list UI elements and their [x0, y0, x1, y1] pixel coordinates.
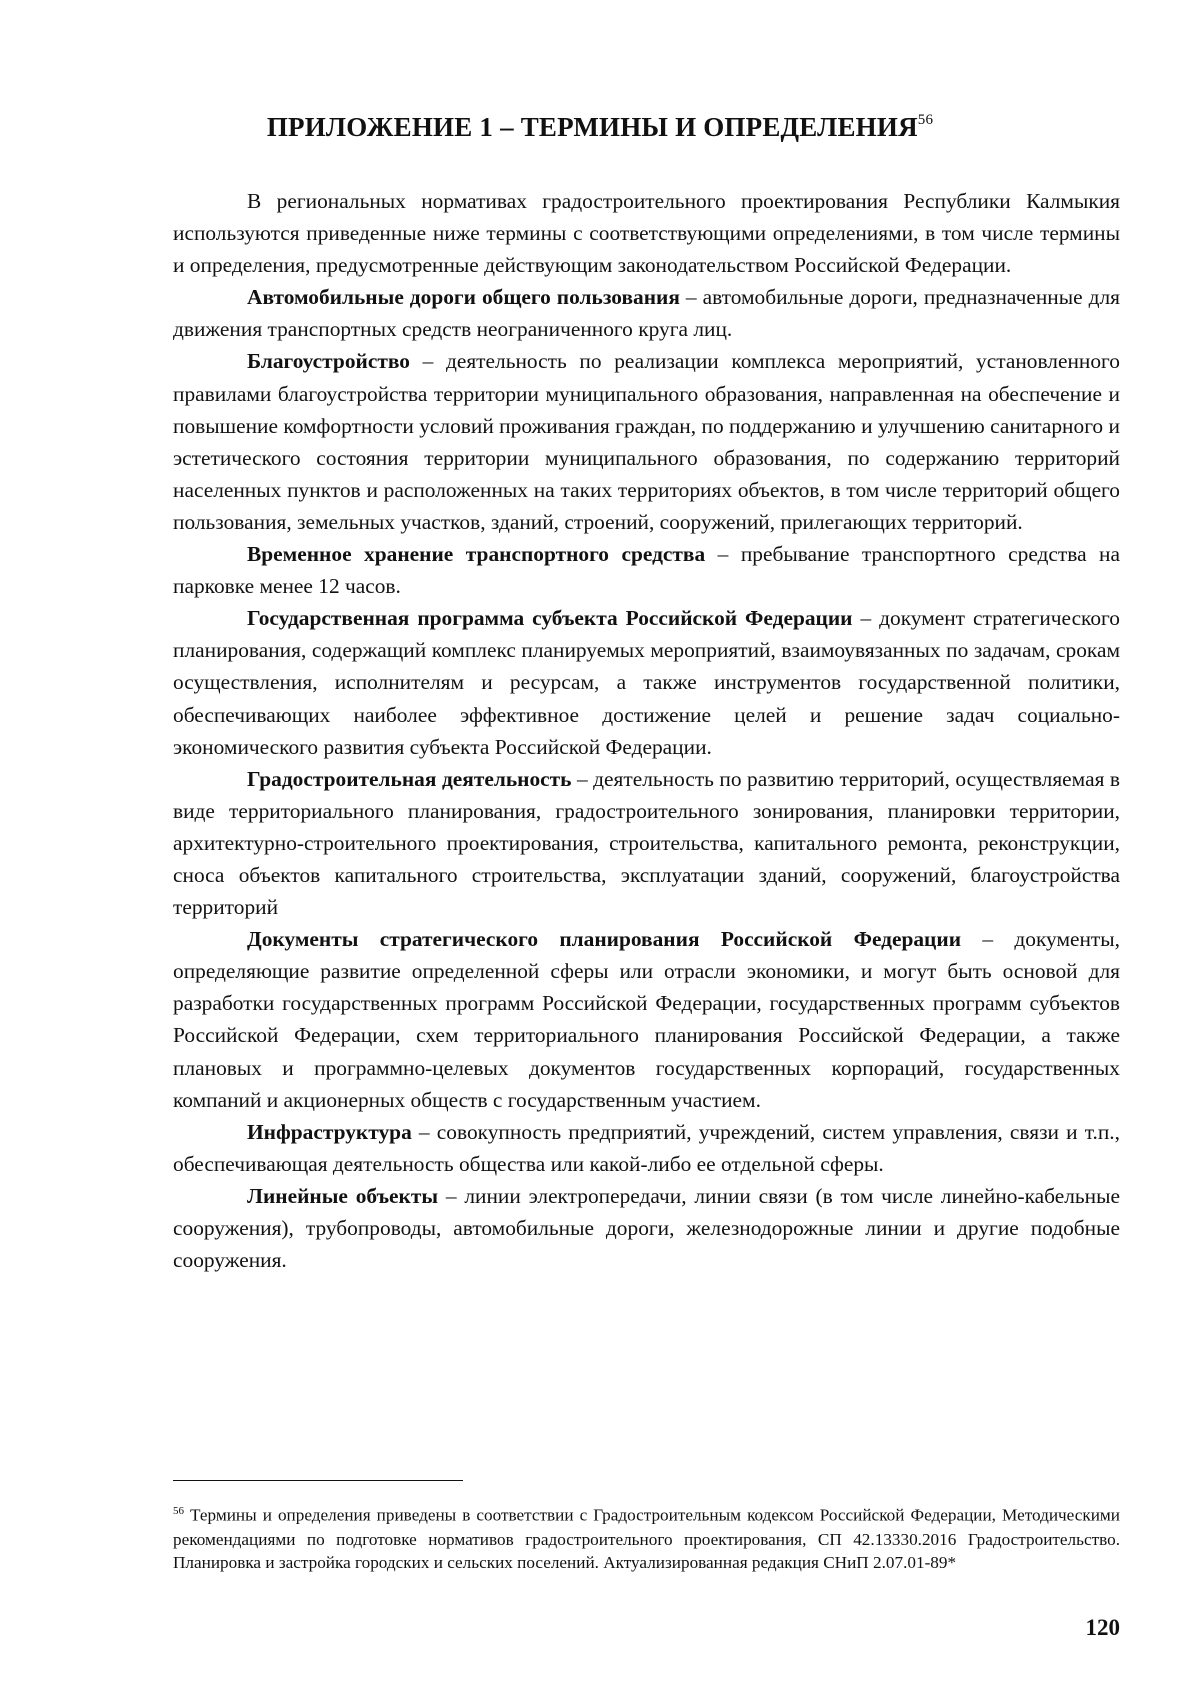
- definition-term: Документы стратегического планирования Российской Федерации: [247, 927, 962, 952]
- footnote-separator: [173, 1480, 463, 1481]
- footnote-marker: 56: [173, 1505, 184, 1517]
- definition-paragraph: [173, 763, 1120, 923]
- definition-text: – деятельность по развитию территорий, осуществляемая в виде территориального планирования, градостроительного зонирования, планировки территории, архитектурно-строительного проектирования, строительства, капитального ремонта, реконструкции, сноса объектов капитального строительства, эксплуатации зданий, сооружений, благоустройства территорий: [173, 766, 1120, 920]
- definition-term: Временное хранение транспортного средства: [247, 542, 706, 567]
- footnote-text: Термины и определения приведены в соответствии с Градостроительным кодексом Российской Федерации, Методическими рекомендациями по подготовке нормативов градостроительного проектирования, СП 42.13330.2016 Градостроительство. Планировка и застройка городских и сельских поселений. Актуализированная редакция СНиП 2.07.01-89*: [173, 1505, 1120, 1573]
- definition-text: – деятельность по реализации комплекса мероприятий, установленного правилами благоустройства территории муниципального образования, направленная на обеспечение и повышение комфортности условий проживания граждан, по поддержанию и улучшению санитарного и эстетического состояния территории муниципального образования, по содержанию территорий населенных пунктов и расположенных на таких территориях объектов, в том числе территорий общего пользования, земельных участков, зданий, строений, сооружений, прилегающих территорий.: [173, 349, 1120, 534]
- definition-paragraph: [173, 345, 1120, 538]
- definition-text: – совокупность предприятий, учреждений, систем управления, связи и т.п., обеспечивающая деятельность общества или какой-либо ее отдельной сферы.: [173, 1119, 1120, 1176]
- page-title-text: ПРИЛОЖЕНИЕ 1 – ТЕРМИНЫ И ОПРЕДЕЛЕНИЯ: [266, 112, 918, 142]
- definition-paragraph: [173, 923, 1120, 1116]
- definition-paragraph: [173, 602, 1120, 762]
- definition-paragraph: [173, 281, 1120, 345]
- definition-text: – пребывание транспортного средства на парковке менее 12 часов.: [173, 542, 1120, 599]
- page-title: [0, 112, 1200, 143]
- page-number: 120: [1085, 1615, 1120, 1640]
- definition-text: – автомобильные дороги, предназначенные для движения транспортных средств неограниченного круга лиц.: [173, 285, 1120, 342]
- footnote: [173, 1500, 1120, 1575]
- definition-term: Градостроительная деятельность: [247, 766, 572, 791]
- definition-text: – линии электропередачи, линии связи (в том числе линейно-кабельные сооружения), трубопроводы, автомобильные дороги, железнодорожные линии и другие подобные сооружения.: [173, 1183, 1120, 1273]
- definition-paragraph: [173, 538, 1120, 602]
- definition-term: Линейные объекты: [247, 1183, 439, 1208]
- definition-term: Инфраструктура: [247, 1119, 412, 1144]
- definition-term: Автомобильные дороги общего пользования: [247, 285, 680, 310]
- definition-paragraph: [173, 1116, 1120, 1180]
- title-footnote-ref[interactable]: 56: [917, 112, 934, 128]
- definition-term: Государственная программа субъекта Российской Федерации: [247, 606, 853, 631]
- intro-paragraph: В региональных нормативах градостроительного проектирования Республики Калмыкия используются приведенные ниже термины с соответствующими определениями, в том числе термины и определения, предусмотренные действующим законодательством Российской Федерации.: [173, 189, 1120, 278]
- definition-paragraph: [173, 1180, 1120, 1276]
- definition-text: – документ стратегического планирования, содержащий комплекс планируемых мероприятий, взаимоувязанных по задачам, срокам осуществления, исполнителям и ресурсам, а также инструментов государственной политики, обеспечивающих наиболее эффективное достижение целей и решение задач социально-экономического развития субъекта Российской Федерации.: [173, 606, 1120, 759]
- definition-text: – документы, определяющие развитие определенной сферы или отрасли экономики, и могут быть основой для разработки государственных программ Российской Федерации, государственных программ субъектов Российской Федерации, схем территориального планирования Российской Федерации, а также плановых и программно-целевых документов государственных корпораций, государственных компаний и акционерных обществ с государственным участием.: [173, 927, 1120, 1112]
- definition-term: Благоустройство: [247, 349, 410, 374]
- document-body: [173, 185, 1120, 1276]
